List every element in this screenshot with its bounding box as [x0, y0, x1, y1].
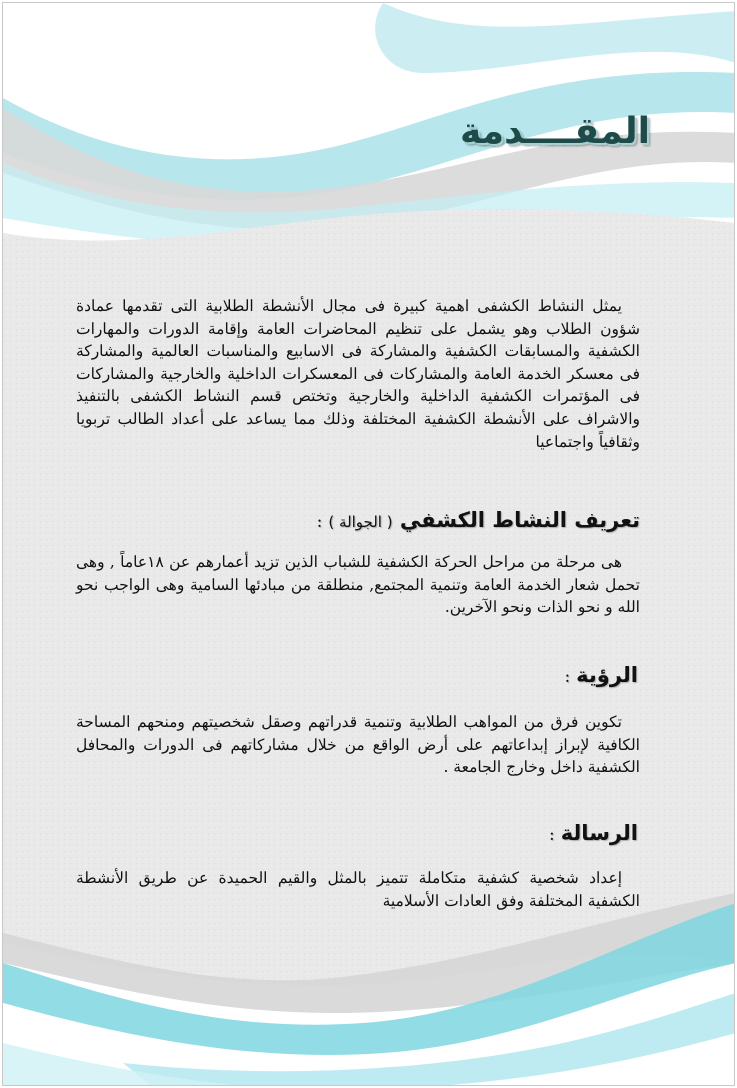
- page-title: المقــــدمة: [459, 111, 650, 152]
- definition-paragraph: [76, 551, 640, 619]
- definition-heading: [317, 508, 640, 532]
- document-page: [2, 2, 735, 1086]
- vision-heading: [564, 663, 638, 687]
- definition-heading-text: تعريف النشاط الكشفي: [399, 508, 640, 532]
- vision-paragraph: [76, 711, 640, 779]
- content-area: [3, 3, 735, 1086]
- definition-text: هى مرحلة من مراحل الحركة الكشفية للشباب الذين تزيد أعمارهم عن ١٨عاماً , وهى تحمل شعار الخدمة العامة وتنمية المجتمع, منطلقة من مبادئها السامية وهى الواجب نحو الله و نحو الذات ونحو الآخرين.: [76, 553, 640, 617]
- mission-heading-colon: :: [548, 825, 555, 845]
- mission-heading-text: الرسالة: [560, 821, 638, 845]
- mission-paragraph: [76, 867, 640, 912]
- mission-heading: [549, 821, 638, 845]
- vision-heading-colon: :: [564, 667, 571, 687]
- definition-heading-colon: :: [316, 512, 323, 532]
- mission-text: إعداد شخصية كشفية متكاملة تتميز بالمثل والقيم الحميدة عن طريق الأنشطة الكشفية المختلفة وفق العادات الأسلامية: [76, 869, 640, 910]
- definition-heading-paren: ( الجوالة ): [328, 513, 393, 531]
- vision-text: تكوين فرق من المواهب الطلابية وتنمية قدراتهم وصقل شخصيتهم ومنحهم المساحة الكافية لإبراز إبداعاتهم على أرض الواقع من خلال مشاركاتهم فى الدورات والمحافل الكشفية داخل وخارج الجامعة .: [76, 713, 640, 777]
- intro-text: يمثل النشاط الكشفى اهمية كبيرة فى مجال الأنشطة الطلابية التى تقدمها عمادة شؤون الطلاب وهو يشمل على تنظيم المحاضرات العامة وإقامة الدورات والمهارات الكشفية والمسابقات الكشفية والمشاركة فى الاسابيع والمناسبات العالمية والمشاركة فى معسكر الخدمة العامة والمشاركات فى المعسكرات الداخلية والخارجية والمشاركات فى المؤتمرات الكشفية الداخلية والخارجية وتختص قسم النشاط الكشفى بالتنفيذ والاشراف على الأنشطة الكشفية المختلفة وذلك مما يساعد على أعداد الطالب تربويا وثقافياً واجتماعيا: [76, 297, 640, 451]
- intro-paragraph: [76, 295, 640, 453]
- vision-heading-text: الرؤية: [576, 663, 638, 687]
